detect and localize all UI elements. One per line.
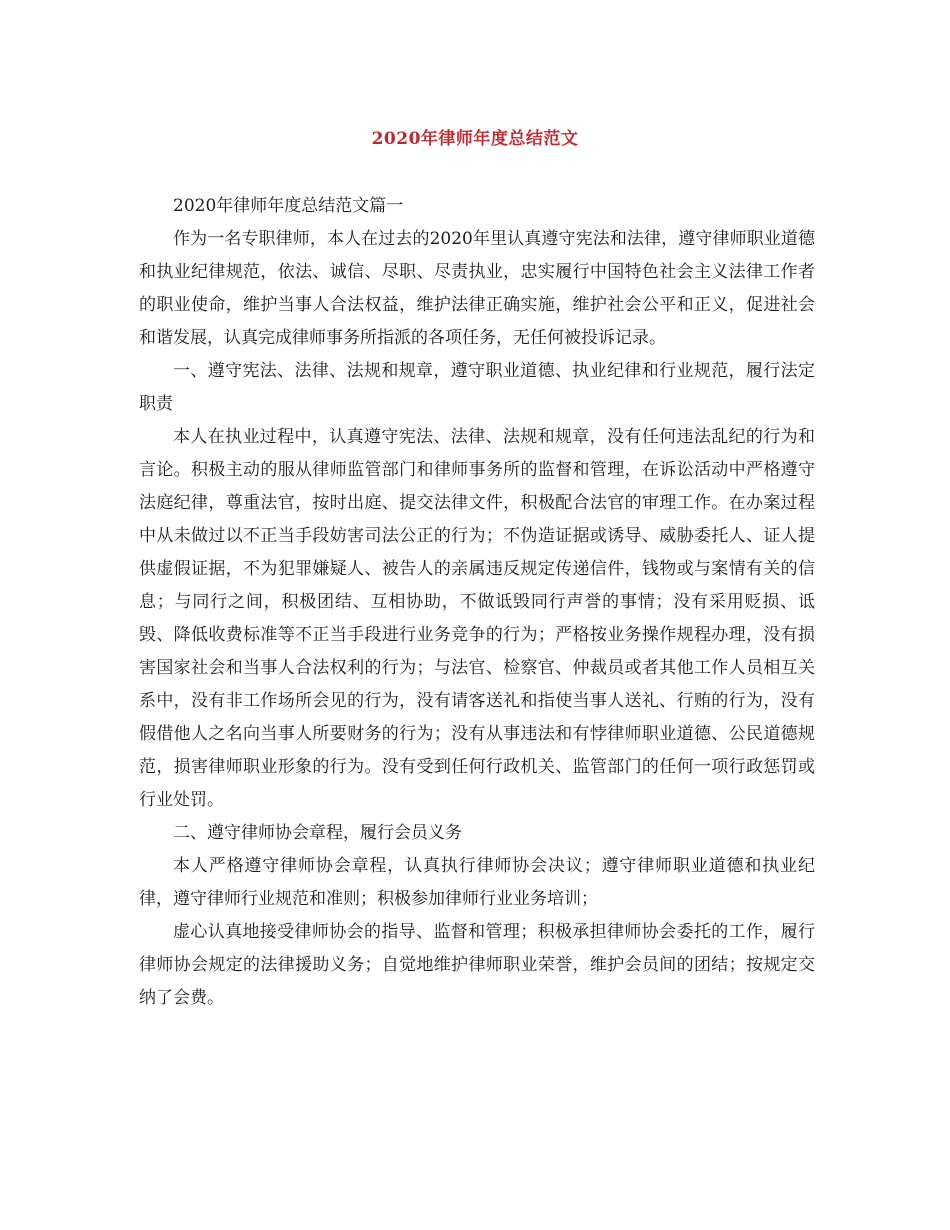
paragraph-heading-part-one: 2020年律师年度总结范文篇一 <box>173 196 404 216</box>
section-heading-one: 一、遵守宪法、法律、法规和规章，遵守职业道德、执业纪律和行业规范，履行法定职责 <box>139 361 815 414</box>
paragraph-intro: 作为一名专职律师，本人在过去的2020年里认真遵守宪法和法律，遵守律师职业道德和执业纪律规范，依法、诚信、尽职、尽责执业，忠实履行中国特色社会主义法律工作者的职业使命，维护当事人合法权益，维护法律正确实施，维护社会公平和正义，促进社会和谐发展，认真完成律师事务所指派的各项任务，无任何被投诉记录。 <box>139 229 815 348</box>
document-body <box>139 190 815 1015</box>
section-heading-two: 二、遵守律师协会章程，履行会员义务 <box>173 823 462 843</box>
document-title: 2020年律师年度总结范文 <box>371 129 579 149</box>
paragraph-section-one: 本人在执业过程中，认真遵守宪法、法律、法规和规章，没有任何违法乱纪的行为和言论。积极主动的服从律师监管部门和律师事务所的监督和管理，在诉讼活动中严格遵守法庭纪律，尊重法官，按时出庭、提交法律文件，积极配合法官的审理工作。在办案过程中从未做过以不正当手段妨害司法公正的行为；不伪造证据或诱导、威胁委托人、证人提供虚假证据，不为犯罪嫌疑人、被告人的亲属违反规定传递信件，钱物或与案情有关的信息；与同行之间，积极团结、互相协助，不做诋毁同行声誉的事情；没有采用贬损、诋毁、降低收费标准等不正当手段进行业务竞争的行为；严格按业务操作规程办理，没有损害国家社会和当事人合法权利的行为；与法官、检察官、仲裁员或者其他工作人员相互关系中，没有非工作场所会见的行为，没有请客送礼和指使当事人送礼、行贿的行为，没有假借他人之名向当事人所要财务的行为；没有从事违法和有悖律师职业道德、公民道德规范，损害律师职业形象的行为。没有受到任何行政机关、监管部门的任何一项行政惩罚或行业处罚。 <box>139 427 815 810</box>
paragraph-section-two-b: 虚心认真地接受律师协会的指导、监督和管理；积极承担律师协会委托的工作，履行律师协会规定的法律援助义务；自觉地维护律师职业荣誉，维护会员间的团结；按规定交纳了会费。 <box>139 922 815 1008</box>
paragraph-section-two-a: 本人严格遵守律师协会章程，认真执行律师协会决议；遵守律师职业道德和执业纪律，遵守律师行业规范和准则；积极参加律师行业业务培训； <box>139 856 815 909</box>
